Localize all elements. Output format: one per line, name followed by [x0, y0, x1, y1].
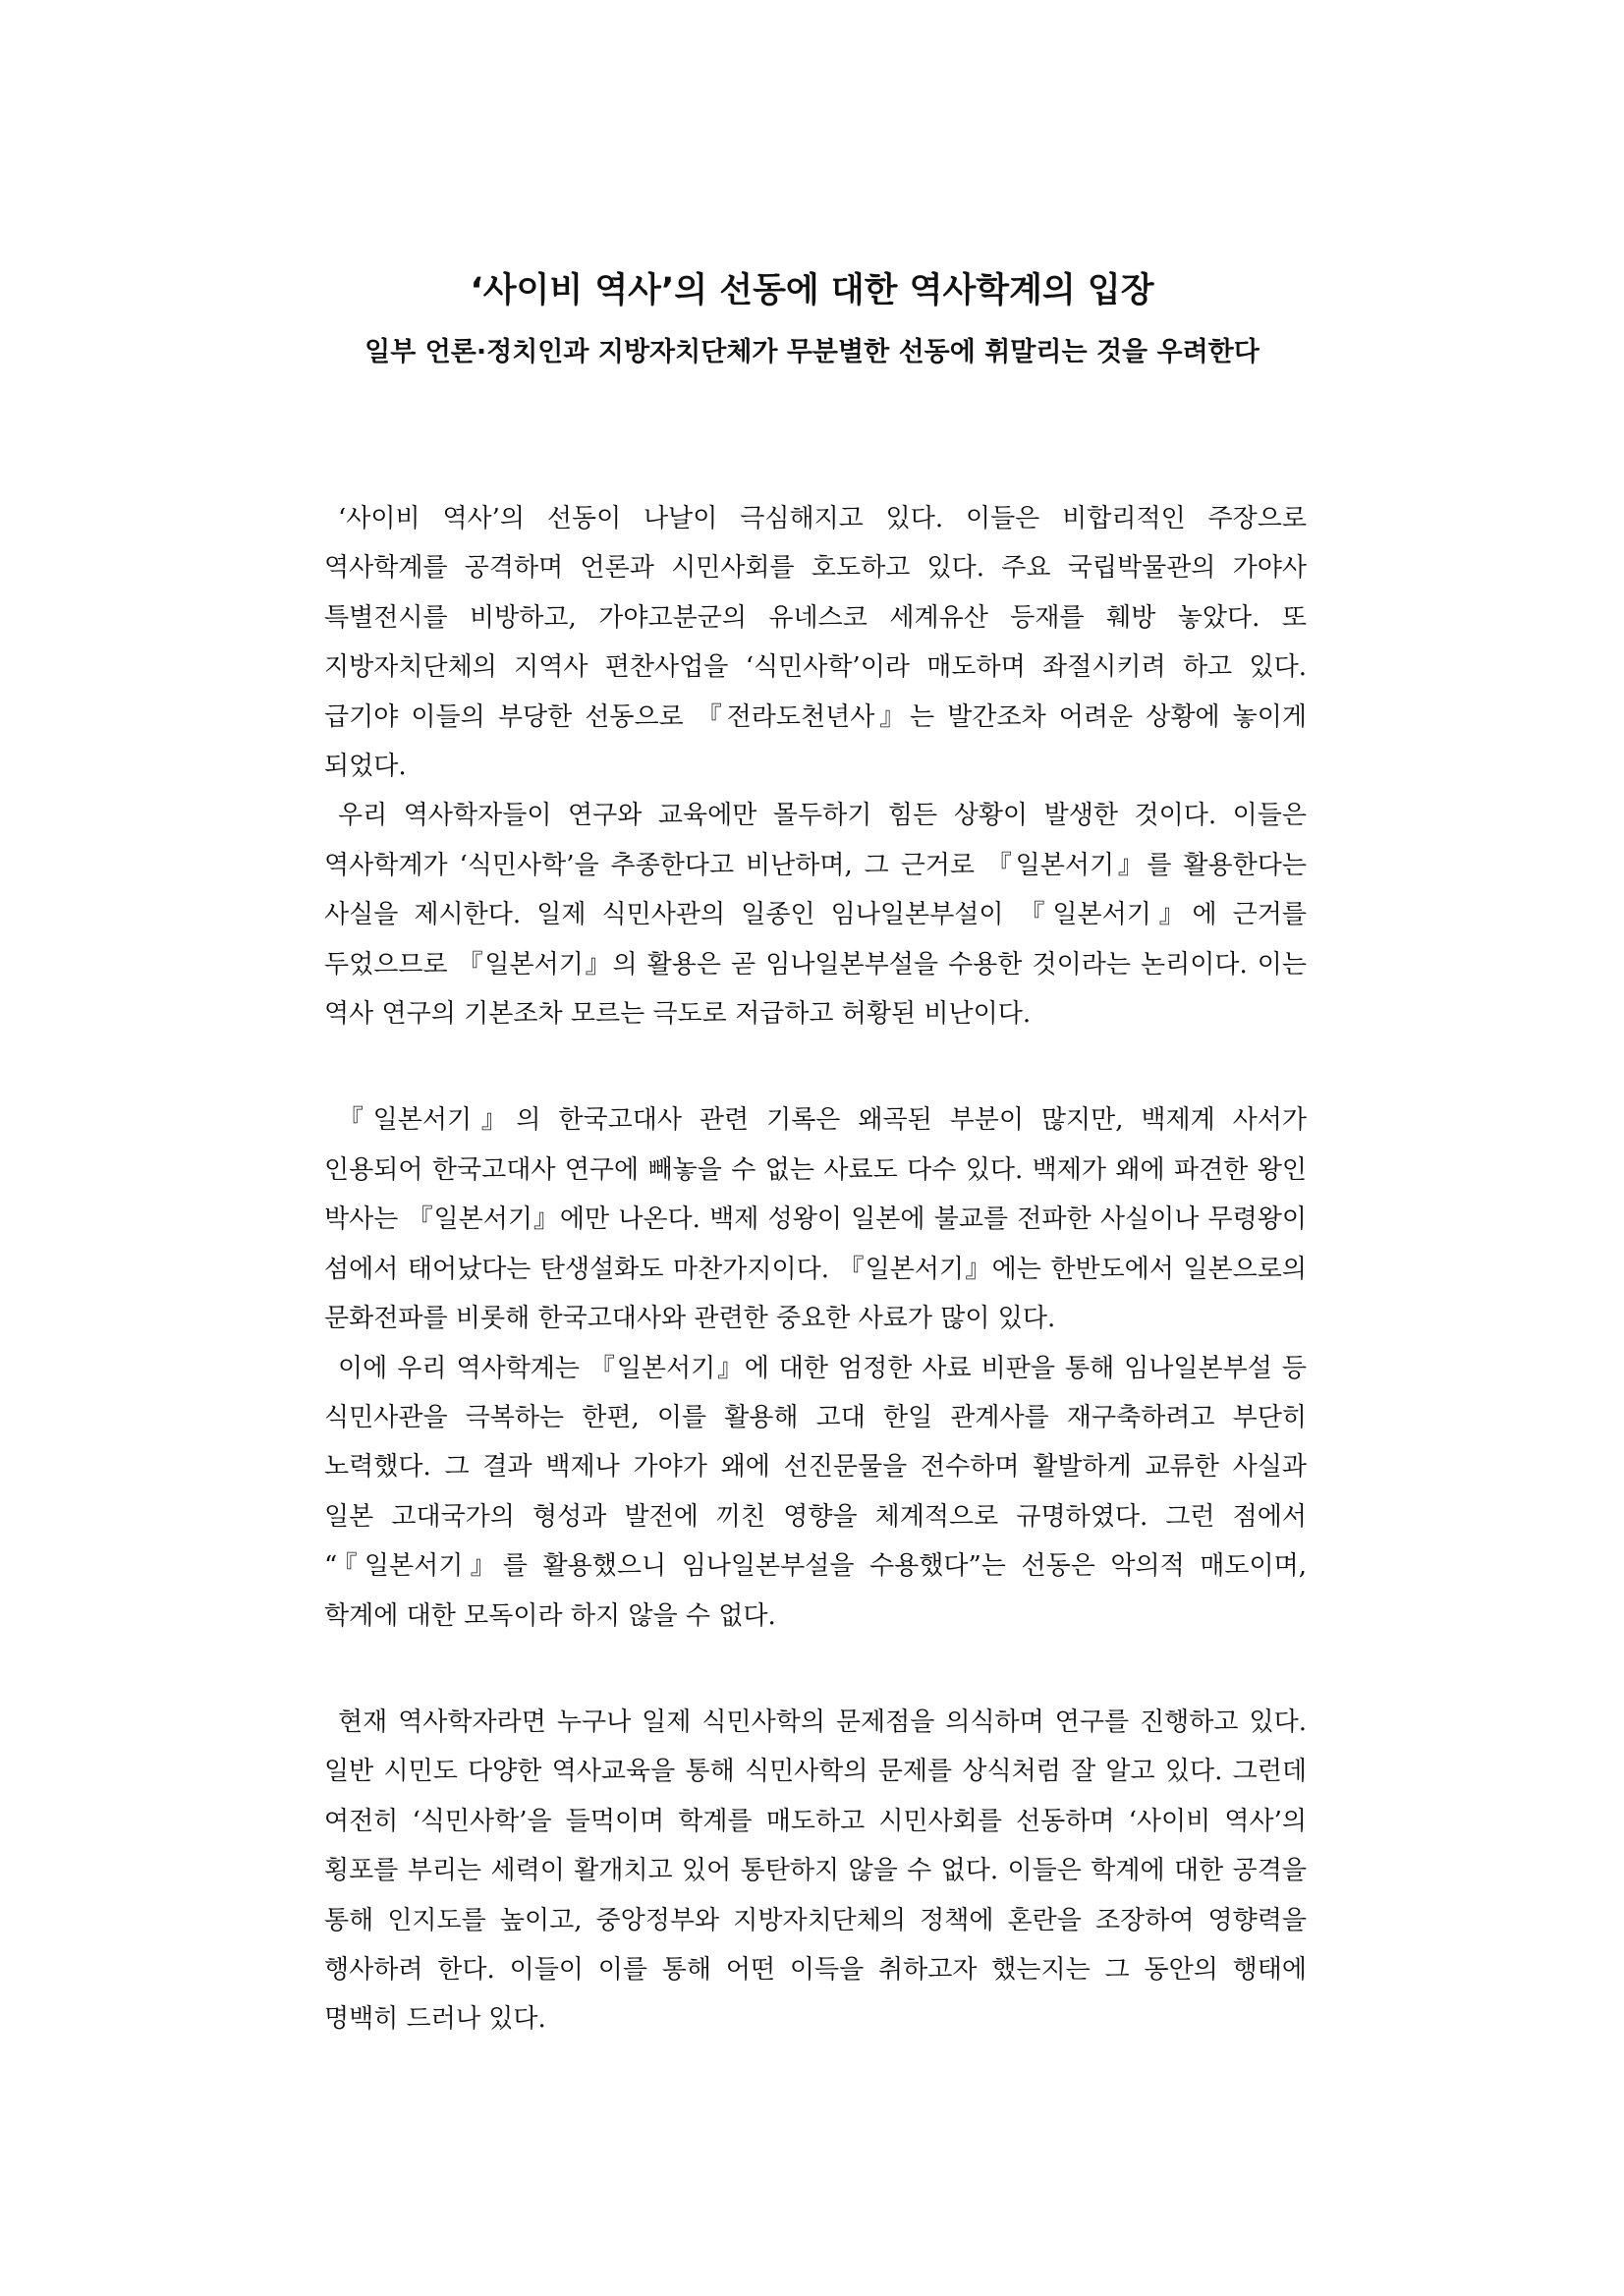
paragraph-3: 『일본서기』의 한국고대사 관련 기록은 왜곡된 부분이 많지만, 백제계 사서가 인용되어 한국고대사 연구에 빼놓을 수 없는 사료도 다수 있다. 백제가 왜에 파견한 왕인 박사는 『일본서기』에만 나온다. 백제 성왕이 일본에 불교를 전파한 사실이나 무령왕이 섬에서 태어났다는 탄생설화도 마찬가지이다. 『일본서기』에는 한반도에서 일본으로의 문화전파를 비롯해 한국고대사와 관련한 중요한 사료가 많이 있다. [324, 1105, 1307, 1334]
document-subtitle: 일부 언론·정치인과 지방자치단체가 무분별한 선동에 휘말리는 것을 우려한다 [364, 337, 1260, 367]
paragraph-2: 우리 역사학자들이 연구와 교육에만 몰두하기 힘든 상황이 발생한 것이다. 이들은 역사학계가 ‘식민사학’을 추종한다고 비난하며, 그 근거로 『일본서기』를 활용한다는 사실을 제시한다. 일제 식민사관의 일종인 임나일본부설이 『일본서기』에 근거를 두었으므로 『일본서기』의 활용은 곧 임나일본부설을 수용한 것이라는 논리이다. 이는 역사 연구의 기본조차 모르는 극도로 저급하고 허황된 비난이다. [324, 801, 1307, 1030]
document-title: ‘사이비 역사’의 선동에 대한 역사학계의 입장 [470, 271, 1154, 310]
section-1 [324, 494, 1307, 1038]
paragraph-4: 이에 우리 역사학계는 『일본서기』에 대한 엄정한 사료 비판을 통해 임나일본부설 등 식민사관을 극복하는 한편, 이를 활용해 고대 한일 관계사를 재구축하려고 부단히 노력했다. 그 결과 백제나 가야가 왜에 선진문물을 전수하며 활발하게 교류한 사실과 일본 고대국가의 형성과 발전에 끼친 영향을 체계적으로 규명하였다. 그런 점에서 “『일본서기』를 활용했으니 임나일본부설을 수용했다”는 선동은 악의적 매도이며, 학계에 대한 모독이라 하지 않을 수 없다. [324, 1353, 1307, 1631]
section-3 [324, 1698, 1307, 2044]
paragraph-5: 현재 역사학자라면 누구나 일제 식민사학의 문제점을 의식하며 연구를 진행하고 있다. 일반 시민도 다양한 역사교육을 통해 식민사학의 문제를 상식처럼 잘 알고 있다. 그런데 여전히 ‘식민사학’을 들먹이며 학계를 매도하고 시민사회를 선동하며 ‘사이비 역사’의 횡포를 부리는 세력이 활개치고 있어 통탄하지 않을 수 없다. 이들은 학계에 대한 공격을 통해 인지도를 높이고, 중앙정부와 지방자치단체의 정책에 혼란을 조장하여 영향력을 행사하려 한다. 이들이 이를 통해 어떤 이득을 취하고자 했는지는 그 동안의 행태에 명백히 드러나 있다. [324, 1707, 1307, 2035]
paragraph-1: ‘사이비 역사’의 선동이 나날이 극심해지고 있다. 이들은 비합리적인 주장으로 역사학계를 공격하며 언론과 시민사회를 호도하고 있다. 주요 국립박물관의 가야사 특별전시를 비방하고, 가야고분군의 유네스코 세계유산 등재를 훼방 놓았다. 또 지방자치단체의 지역사 편찬사업을 ‘식민사학’이라 매도하며 좌절시키려 하고 있다. 급기야 이들의 부당한 선동으로 『전라도천년사』는 발간조차 어려운 상황에 놓이게 되었다. [324, 504, 1307, 782]
section-2 [324, 1095, 1307, 1640]
document-body [324, 494, 1307, 2101]
